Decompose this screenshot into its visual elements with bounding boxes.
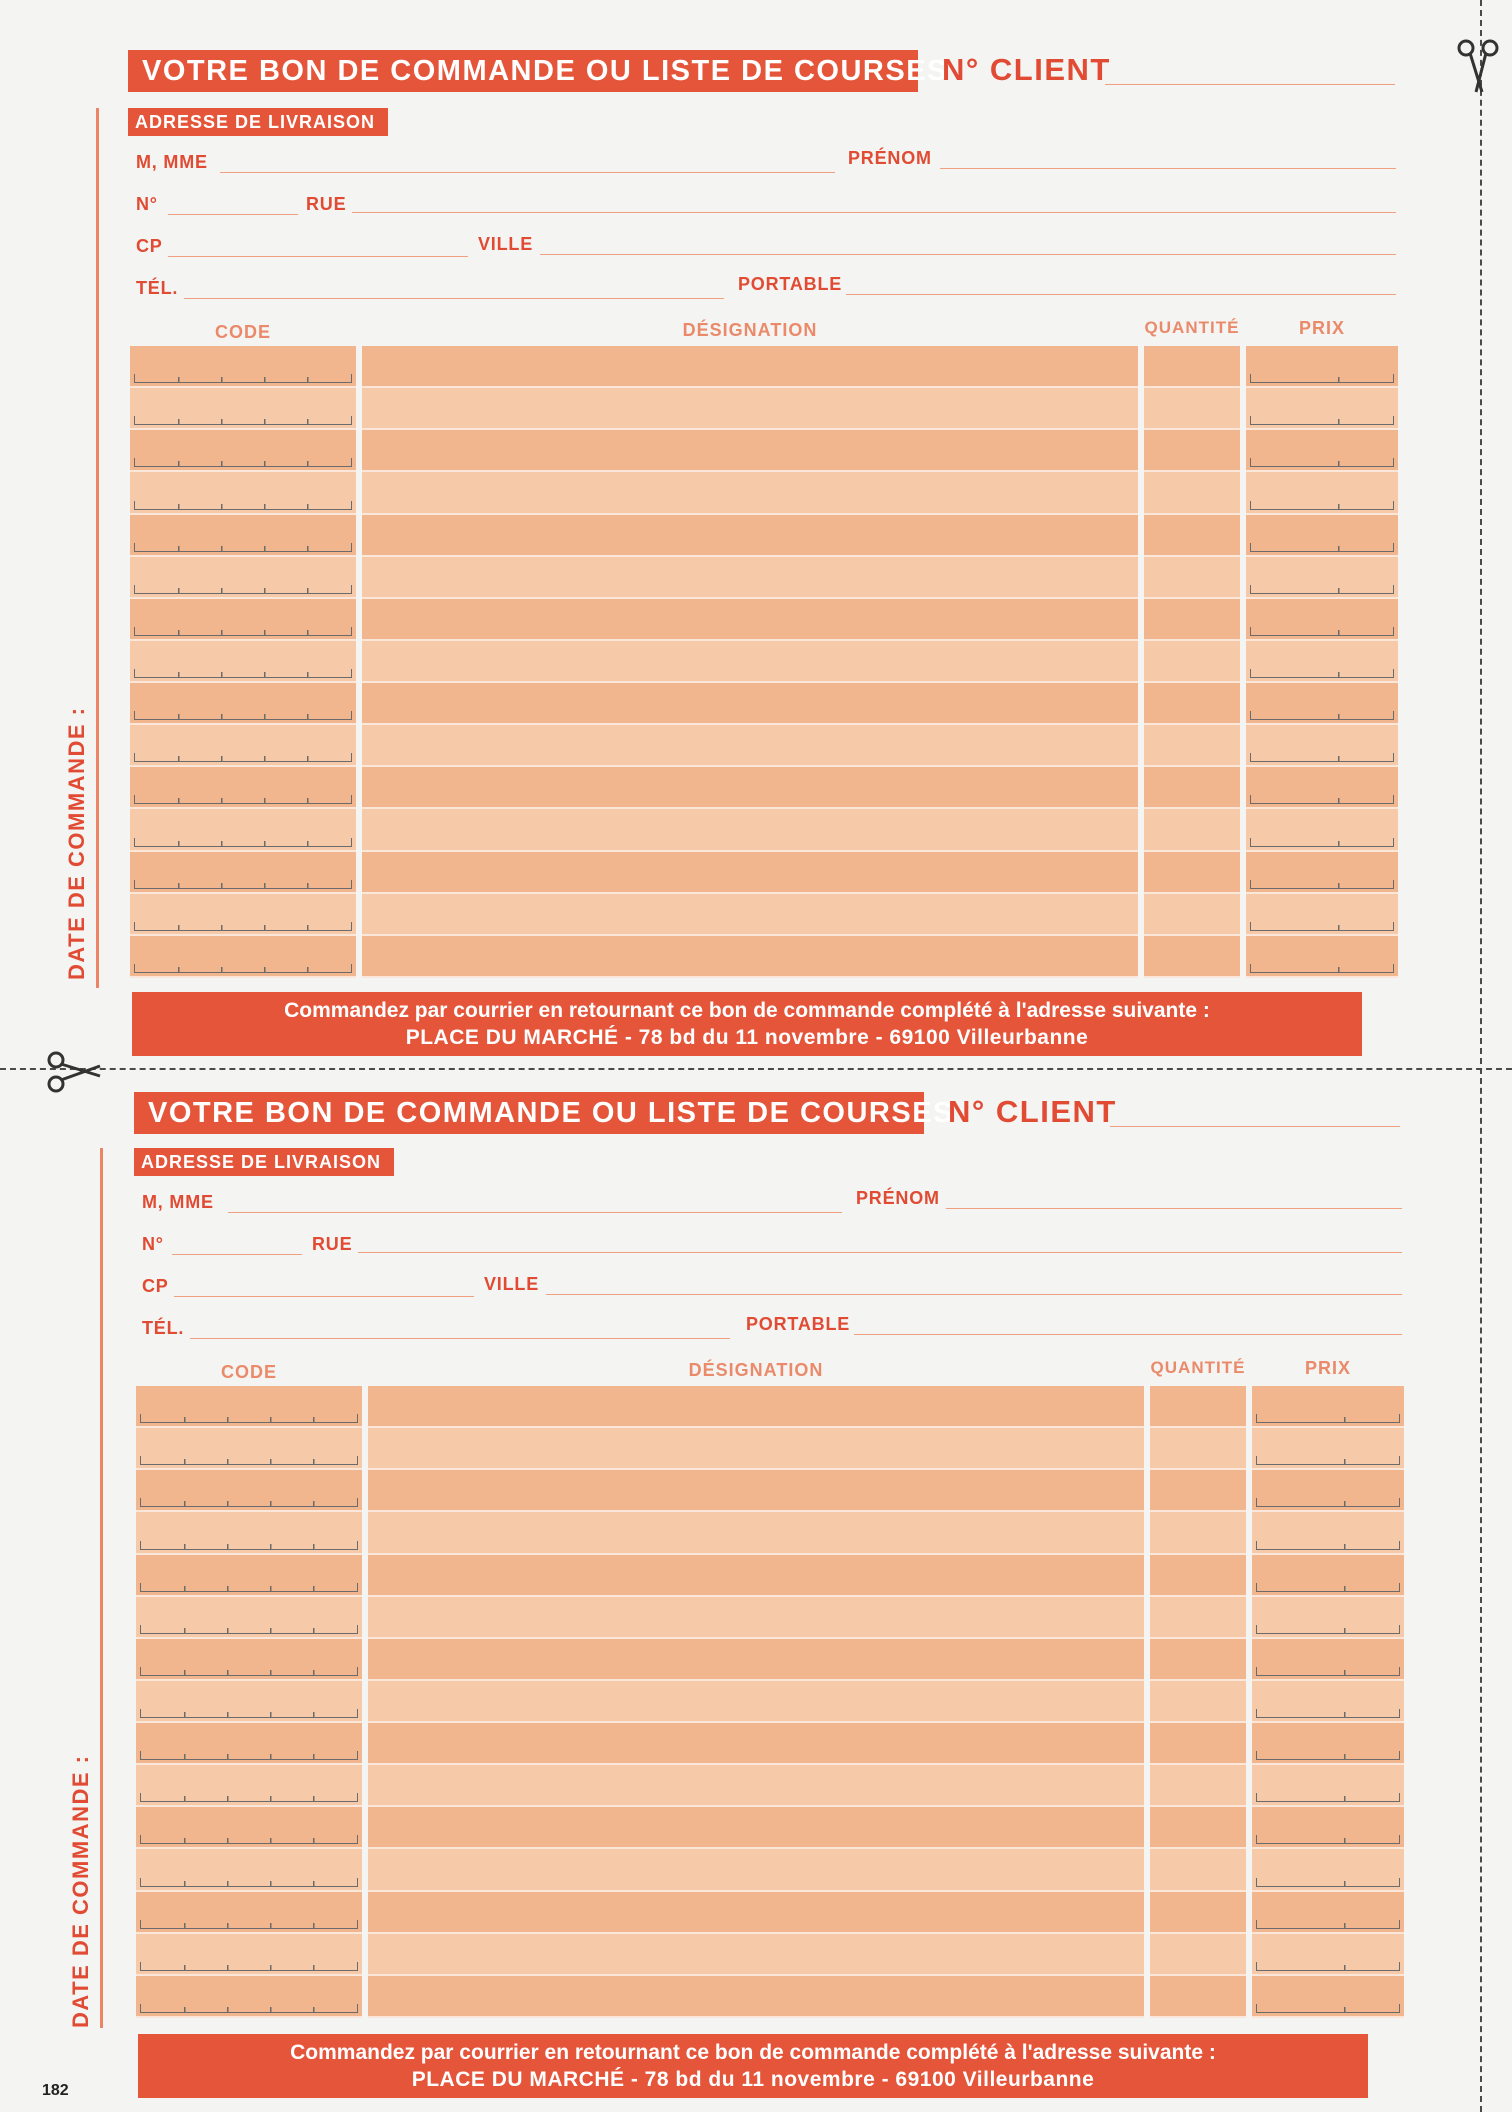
designation-column-header: DÉSIGNATION [682, 320, 818, 340]
quantity-cell[interactable] [1144, 683, 1240, 725]
price-cell[interactable] [1252, 1765, 1404, 1807]
price-cell[interactable] [1252, 1849, 1404, 1891]
quantity-cell[interactable] [1150, 1639, 1246, 1681]
designation-cell[interactable] [362, 472, 1138, 514]
quantity-cell[interactable] [1144, 852, 1240, 894]
firstname-label: PRÉNOM [856, 1188, 940, 1208]
quantity-cell[interactable] [1150, 1555, 1246, 1597]
designation-cell[interactable] [368, 1892, 1144, 1934]
street-label: RUE [306, 194, 347, 214]
street-number-field[interactable] [172, 1254, 302, 1255]
quantity-cell[interactable] [1150, 1976, 1246, 2018]
designation-cell[interactable] [368, 1428, 1144, 1470]
price-cell[interactable] [1252, 1555, 1404, 1597]
footer-instruction: Commandez par courrier en retournant ce bon de commande complété à l'adresse suivante : [284, 999, 1210, 1022]
phone-field[interactable] [190, 1338, 730, 1339]
quantity-cell[interactable] [1150, 1470, 1246, 1512]
page-number: 182 [42, 2082, 69, 2099]
postcode-field[interactable] [168, 256, 468, 257]
code-cell[interactable] [130, 388, 356, 430]
street-number-label: N° [136, 194, 158, 214]
price-column-header: PRIX [1298, 318, 1345, 338]
footer-address: PLACE DU MARCHÉ - 78 bd du 11 novembre - 69100 Villeurbanne [411, 2068, 1095, 2091]
quantity-cell[interactable] [1144, 388, 1240, 430]
street-field[interactable] [358, 1252, 1402, 1253]
code-cell[interactable] [136, 1976, 362, 2018]
code-cell[interactable] [136, 1849, 362, 1891]
street-number-label: N° [142, 1234, 164, 1254]
quantity-cell[interactable] [1150, 1849, 1246, 1891]
price-cell[interactable] [1246, 599, 1398, 641]
code-column [130, 346, 356, 978]
quantity-column [1144, 346, 1240, 978]
quantity-cell[interactable] [1144, 346, 1240, 388]
price-cell[interactable] [1252, 1470, 1404, 1512]
price-cell[interactable] [1246, 515, 1398, 557]
designation-column [362, 346, 1138, 978]
postcode-label: CP [136, 236, 163, 256]
row-separator [136, 2016, 362, 2018]
quantity-cell[interactable] [1144, 515, 1240, 557]
price-column-header: PRIX [1304, 1358, 1351, 1378]
phone-label: TÉL. [142, 1318, 185, 1338]
code-cell[interactable] [130, 515, 356, 557]
price-cell[interactable] [1252, 1428, 1404, 1470]
price-column [1246, 346, 1398, 978]
price-cell[interactable] [1252, 1639, 1404, 1681]
street-number-field[interactable] [168, 214, 298, 215]
quantity-cell[interactable] [1144, 809, 1240, 851]
footer-address: PLACE DU MARCHÉ - 78 bd du 11 novembre - 69100 Villeurbanne [405, 1026, 1089, 1049]
city-field[interactable] [540, 254, 1396, 255]
designation-cell[interactable] [362, 641, 1138, 683]
price-cell[interactable] [1252, 1934, 1404, 1976]
designation-cell[interactable] [368, 1807, 1144, 1849]
row-separator [1246, 976, 1398, 978]
street-label: RUE [312, 1234, 353, 1254]
mobile-field[interactable] [846, 294, 1396, 295]
designation-cell[interactable] [362, 388, 1138, 430]
code-column-header: CODE [220, 1362, 277, 1382]
code-cell[interactable] [136, 1386, 362, 1428]
designation-cell[interactable] [362, 767, 1138, 809]
code-cell[interactable] [136, 1807, 362, 1849]
footer-instruction: Commandez par courrier en retournant ce bon de commande complété à l'adresse suivante : [290, 2041, 1216, 2064]
code-cell[interactable] [130, 767, 356, 809]
code-cell[interactable] [130, 894, 356, 936]
quantity-column-header: QUANTITÉ [1150, 1358, 1246, 1377]
code-cell[interactable] [136, 1428, 362, 1470]
firstname-field[interactable] [946, 1208, 1402, 1209]
quantity-cell[interactable] [1144, 599, 1240, 641]
code-cell[interactable] [130, 641, 356, 683]
price-cell[interactable] [1246, 388, 1398, 430]
quantity-cell[interactable] [1150, 1512, 1246, 1554]
code-column [136, 1386, 362, 2018]
quantity-cell[interactable] [1144, 641, 1240, 683]
quantity-cell[interactable] [1144, 767, 1240, 809]
designation-cell[interactable] [368, 1681, 1144, 1723]
row-separator [1150, 2016, 1246, 2018]
designation-cell[interactable] [368, 1976, 1144, 2018]
designation-cell[interactable] [362, 894, 1138, 936]
city-label: VILLE [484, 1274, 540, 1294]
left-rule [100, 1148, 103, 2028]
designation-cell[interactable] [368, 1934, 1144, 1976]
price-cell[interactable] [1246, 641, 1398, 683]
designation-cell[interactable] [362, 346, 1138, 388]
code-cell[interactable] [130, 346, 356, 388]
quantity-column [1150, 1386, 1246, 2018]
price-cell[interactable] [1252, 1892, 1404, 1934]
price-cell[interactable] [1246, 557, 1398, 599]
mobile-field[interactable] [854, 1334, 1402, 1335]
phone-field[interactable] [184, 298, 724, 299]
code-cell[interactable] [136, 1765, 362, 1807]
price-cell[interactable] [1246, 809, 1398, 851]
designation-cell[interactable] [362, 599, 1138, 641]
code-cell[interactable] [130, 599, 356, 641]
mobile-label: PORTABLE [746, 1314, 851, 1334]
designation-cell[interactable] [362, 557, 1138, 599]
order-date-label: DATE DE COMMANDE : [68, 1754, 93, 2028]
client-number-label: N° CLIENT [948, 1094, 1117, 1129]
code-cell[interactable] [130, 725, 356, 767]
designation-cell[interactable] [368, 1849, 1144, 1891]
order-form-bottom [0, 1072, 1512, 2112]
mail-order-footer [132, 992, 1362, 1056]
quantity-cell[interactable] [1150, 1892, 1246, 1934]
quantity-cell[interactable] [1144, 557, 1240, 599]
quantity-cell[interactable] [1144, 936, 1240, 978]
delivery-address-heading: ADRESSE DE LIVRAISON [134, 1148, 394, 1176]
quantity-cell[interactable] [1150, 1428, 1246, 1470]
code-cell[interactable] [136, 1597, 362, 1639]
left-rule [96, 108, 99, 988]
quantity-cell[interactable] [1150, 1765, 1246, 1807]
form-title: VOTRE BON DE COMMANDE OU LISTE DE COURSES [134, 1092, 924, 1134]
price-cell[interactable] [1246, 683, 1398, 725]
quantity-cell[interactable] [1150, 1386, 1246, 1428]
price-cell[interactable] [1246, 725, 1398, 767]
street-field[interactable] [352, 212, 1396, 213]
price-cell[interactable] [1246, 346, 1398, 388]
designation-cell[interactable] [368, 1470, 1144, 1512]
row-separator [1252, 2016, 1404, 2018]
designation-cell[interactable] [362, 430, 1138, 472]
code-cell[interactable] [130, 683, 356, 725]
designation-column [368, 1386, 1144, 2018]
civility-field[interactable] [220, 172, 835, 173]
designation-cell[interactable] [368, 1555, 1144, 1597]
code-cell[interactable] [130, 557, 356, 599]
code-cell[interactable] [136, 1681, 362, 1723]
quantity-cell[interactable] [1150, 1681, 1246, 1723]
code-cell[interactable] [130, 936, 356, 978]
code-cell[interactable] [136, 1934, 362, 1976]
price-cell[interactable] [1252, 1723, 1404, 1765]
price-cell[interactable] [1246, 894, 1398, 936]
price-cell[interactable] [1252, 1807, 1404, 1849]
code-cell[interactable] [136, 1892, 362, 1934]
form-title: VOTRE BON DE COMMANDE OU LISTE DE COURSES [128, 50, 918, 92]
code-cell[interactable] [130, 809, 356, 851]
price-cell[interactable] [1252, 1681, 1404, 1723]
client-number-field[interactable] [1110, 1126, 1400, 1127]
code-column-header: CODE [214, 322, 271, 342]
quantity-cell[interactable] [1150, 1934, 1246, 1976]
designation-cell[interactable] [362, 515, 1138, 557]
designation-cell[interactable] [368, 1386, 1144, 1428]
quantity-cell[interactable] [1150, 1807, 1246, 1849]
code-cell[interactable] [130, 430, 356, 472]
designation-cell[interactable] [368, 1723, 1144, 1765]
code-cell[interactable] [130, 852, 356, 894]
designation-column-header: DÉSIGNATION [688, 1360, 824, 1380]
client-number-field[interactable] [1105, 84, 1395, 85]
postcode-label: CP [142, 1276, 169, 1296]
phone-label: TÉL. [136, 278, 179, 298]
civility-label: M, MME [142, 1192, 214, 1212]
designation-cell[interactable] [368, 1597, 1144, 1639]
client-number-label: N° CLIENT [942, 52, 1111, 87]
designation-cell[interactable] [362, 809, 1138, 851]
row-separator [362, 976, 1138, 978]
city-label: VILLE [478, 234, 534, 254]
quantity-cell[interactable] [1144, 725, 1240, 767]
quantity-cell[interactable] [1150, 1597, 1246, 1639]
price-cell[interactable] [1246, 430, 1398, 472]
price-cell[interactable] [1252, 1976, 1404, 2018]
quantity-cell[interactable] [1144, 894, 1240, 936]
mail-order-footer [138, 2034, 1368, 2098]
designation-cell[interactable] [362, 936, 1138, 978]
price-cell[interactable] [1246, 767, 1398, 809]
postcode-field[interactable] [174, 1296, 474, 1297]
price-cell[interactable] [1246, 472, 1398, 514]
quantity-cell[interactable] [1144, 472, 1240, 514]
firstname-label: PRÉNOM [848, 148, 932, 168]
designation-cell[interactable] [368, 1639, 1144, 1681]
city-field[interactable] [546, 1294, 1402, 1295]
designation-cell[interactable] [362, 725, 1138, 767]
designation-cell[interactable] [362, 683, 1138, 725]
price-cell[interactable] [1246, 936, 1398, 978]
designation-cell[interactable] [368, 1512, 1144, 1554]
code-cell[interactable] [136, 1639, 362, 1681]
price-cell[interactable] [1252, 1512, 1404, 1554]
mobile-label: PORTABLE [738, 274, 843, 294]
quantity-cell[interactable] [1150, 1723, 1246, 1765]
row-separator [368, 2016, 1144, 2018]
price-cell[interactable] [1252, 1386, 1404, 1428]
code-cell[interactable] [136, 1470, 362, 1512]
row-separator [130, 976, 356, 978]
designation-cell[interactable] [362, 852, 1138, 894]
code-cell[interactable] [136, 1512, 362, 1554]
firstname-field[interactable] [940, 168, 1396, 169]
civility-field[interactable] [228, 1212, 842, 1213]
quantity-cell[interactable] [1144, 430, 1240, 472]
delivery-address-heading: ADRESSE DE LIVRAISON [128, 108, 388, 136]
price-cell[interactable] [1246, 852, 1398, 894]
code-cell[interactable] [136, 1555, 362, 1597]
row-separator [1144, 976, 1240, 978]
order-date-label: DATE DE COMMANDE : [64, 706, 89, 980]
code-cell[interactable] [130, 472, 356, 514]
price-column [1252, 1386, 1404, 2018]
civility-label: M, MME [136, 152, 208, 172]
quantity-column-header: QUANTITÉ [1144, 318, 1240, 337]
price-cell[interactable] [1252, 1597, 1404, 1639]
code-cell[interactable] [136, 1723, 362, 1765]
designation-cell[interactable] [368, 1765, 1144, 1807]
